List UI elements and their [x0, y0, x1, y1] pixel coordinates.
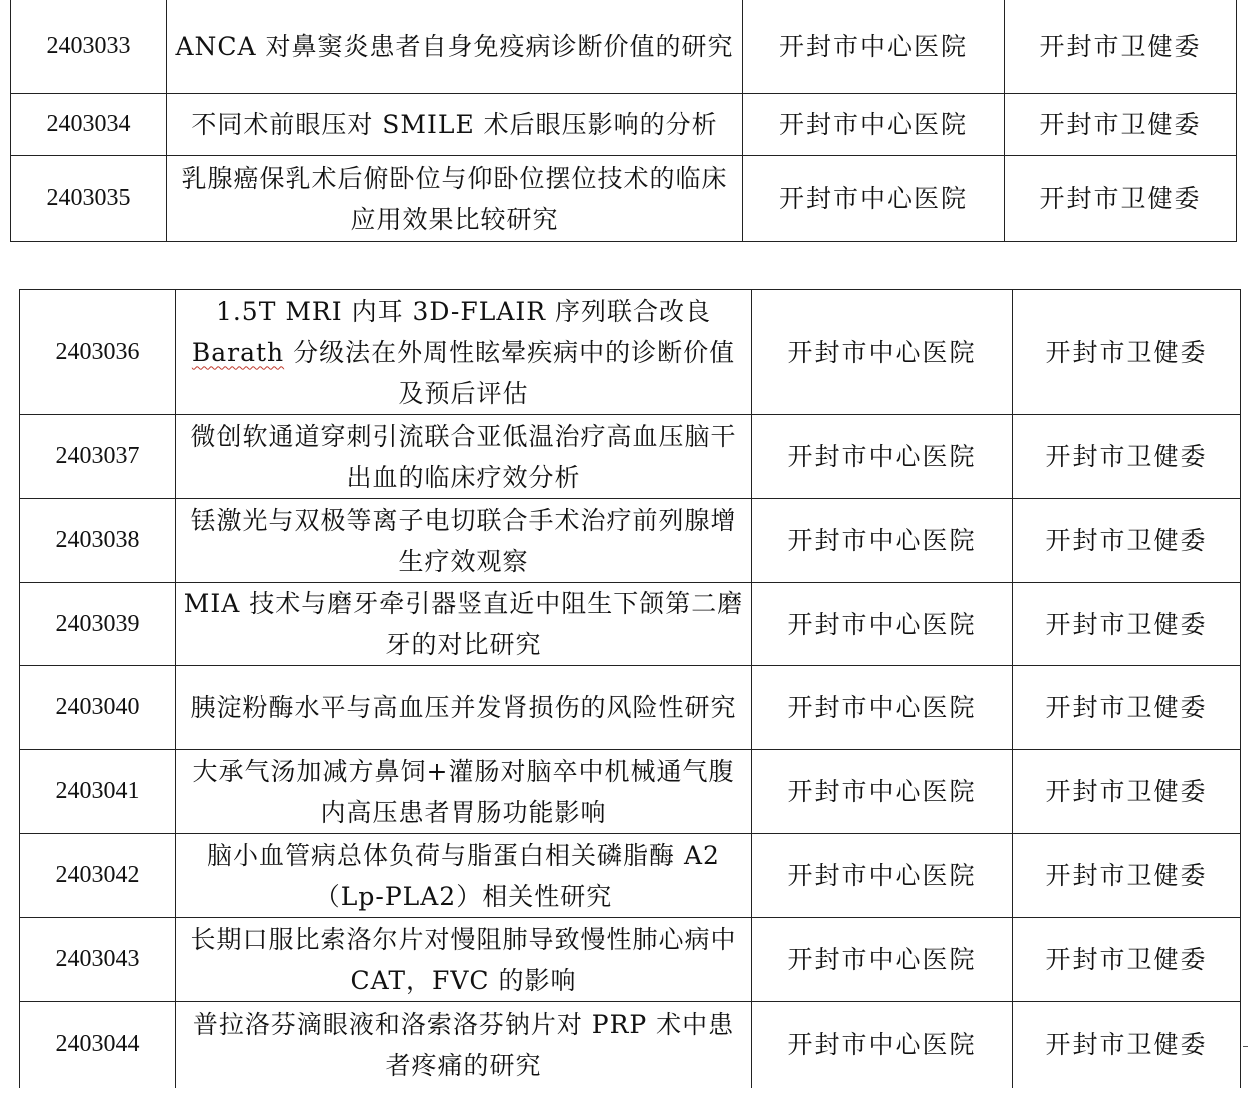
undertaking-unit: 开封市中心医院: [743, 156, 1005, 242]
undertaking-unit: 开封市中心医院: [743, 94, 1005, 156]
page-edge-mark: [1243, 1046, 1248, 1047]
supervising-authority: 开封市卫健委: [1005, 0, 1237, 94]
project-id: 2403038: [20, 499, 176, 583]
project-id: 2403039: [20, 583, 176, 666]
project-id: 2403035: [11, 156, 167, 242]
spellcheck-underlined-term: Barath: [191, 337, 285, 367]
supervising-authority: 开封市卫健委: [1013, 499, 1241, 583]
table-row: [11, 156, 1237, 242]
project-title: 长期口服比索洛尔片对慢阻肺导致慢性肺心病中 CAT，FVC 的影响: [176, 918, 752, 1002]
undertaking-unit: 开封市中心医院: [752, 1002, 1013, 1088]
table-row: [20, 290, 1241, 415]
supervising-authority: 开封市卫健委: [1005, 94, 1237, 156]
undertaking-unit: 开封市中心医院: [752, 918, 1013, 1002]
supervising-authority: 开封市卫健委: [1013, 834, 1241, 918]
undertaking-unit: 开封市中心医院: [752, 499, 1013, 583]
table-row: [11, 0, 1237, 94]
supervising-authority: 开封市卫健委: [1005, 156, 1237, 242]
project-title-part: 1.5T MRI 内耳 3D-FLAIR 序列联合改良: [215, 296, 712, 326]
project-title: 普拉洛芬滴眼液和洛索洛芬钠片对 PRP 术中患者疼痛的研究: [176, 1002, 752, 1088]
supervising-authority: 开封市卫健委: [1013, 290, 1241, 415]
table-row: [20, 415, 1241, 499]
project-id: 2403042: [20, 834, 176, 918]
project-title: ANCA 对鼻窦炎患者自身免疫病诊断价值的研究: [167, 0, 743, 94]
undertaking-unit: 开封市中心医院: [752, 666, 1013, 750]
table-row: [20, 1002, 1241, 1088]
project-title: MIA 技术与磨牙牵引器竖直近中阻生下颌第二磨牙的对比研究: [176, 583, 752, 666]
project-title: 不同术前眼压对 SMILE 术后眼压影响的分析: [167, 94, 743, 156]
project-id: 2403033: [11, 0, 167, 94]
table-row: [11, 94, 1237, 156]
table-row: [20, 499, 1241, 583]
supervising-authority: 开封市卫健委: [1013, 583, 1241, 666]
undertaking-unit: 开封市中心医院: [752, 583, 1013, 666]
table-row: [20, 918, 1241, 1002]
undertaking-unit: 开封市中心医院: [743, 0, 1005, 94]
project-id: 2403034: [11, 94, 167, 156]
table-row: [20, 834, 1241, 918]
undertaking-unit: 开封市中心医院: [752, 834, 1013, 918]
supervising-authority: 开封市卫健委: [1013, 415, 1241, 499]
project-table-top: [10, 0, 1237, 242]
table-row: [20, 750, 1241, 834]
project-table-bottom: [19, 289, 1241, 1088]
supervising-authority: 开封市卫健委: [1013, 666, 1241, 750]
undertaking-unit: 开封市中心医院: [752, 415, 1013, 499]
undertaking-unit: 开封市中心医院: [752, 290, 1013, 415]
undertaking-unit: 开封市中心医院: [752, 750, 1013, 834]
project-title: 乳腺癌保乳术后俯卧位与仰卧位摆位技术的临床应用效果比较研究: [167, 156, 743, 242]
project-title: 脑小血管病总体负荷与脂蛋白相关磷脂酶 A2（Lp-PLA2）相关性研究: [176, 834, 752, 918]
project-id: 2403043: [20, 918, 176, 1002]
project-id: 2403037: [20, 415, 176, 499]
project-title-part: 分级法在外周性眩晕疾病中的诊断价值及预后评估: [284, 337, 736, 408]
project-id: 2403044: [20, 1002, 176, 1088]
project-title: [176, 290, 752, 415]
project-id: 2403041: [20, 750, 176, 834]
table-row: [20, 583, 1241, 666]
project-title: 大承气汤加减方鼻饲+灌肠对脑卒中机械通气腹内高压患者胃肠功能影响: [176, 750, 752, 834]
table-row: [20, 666, 1241, 750]
supervising-authority: 开封市卫健委: [1013, 1002, 1241, 1088]
supervising-authority: 开封市卫健委: [1013, 750, 1241, 834]
supervising-authority: 开封市卫健委: [1013, 918, 1241, 1002]
project-title: 铥激光与双极等离子电切联合手术治疗前列腺增生疗效观察: [176, 499, 752, 583]
project-id: 2403036: [20, 290, 176, 415]
project-title: 胰淀粉酶水平与高血压并发肾损伤的风险性研究: [176, 666, 752, 750]
project-title: 微创软通道穿刺引流联合亚低温治疗高血压脑干出血的临床疗效分析: [176, 415, 752, 499]
project-id: 2403040: [20, 666, 176, 750]
